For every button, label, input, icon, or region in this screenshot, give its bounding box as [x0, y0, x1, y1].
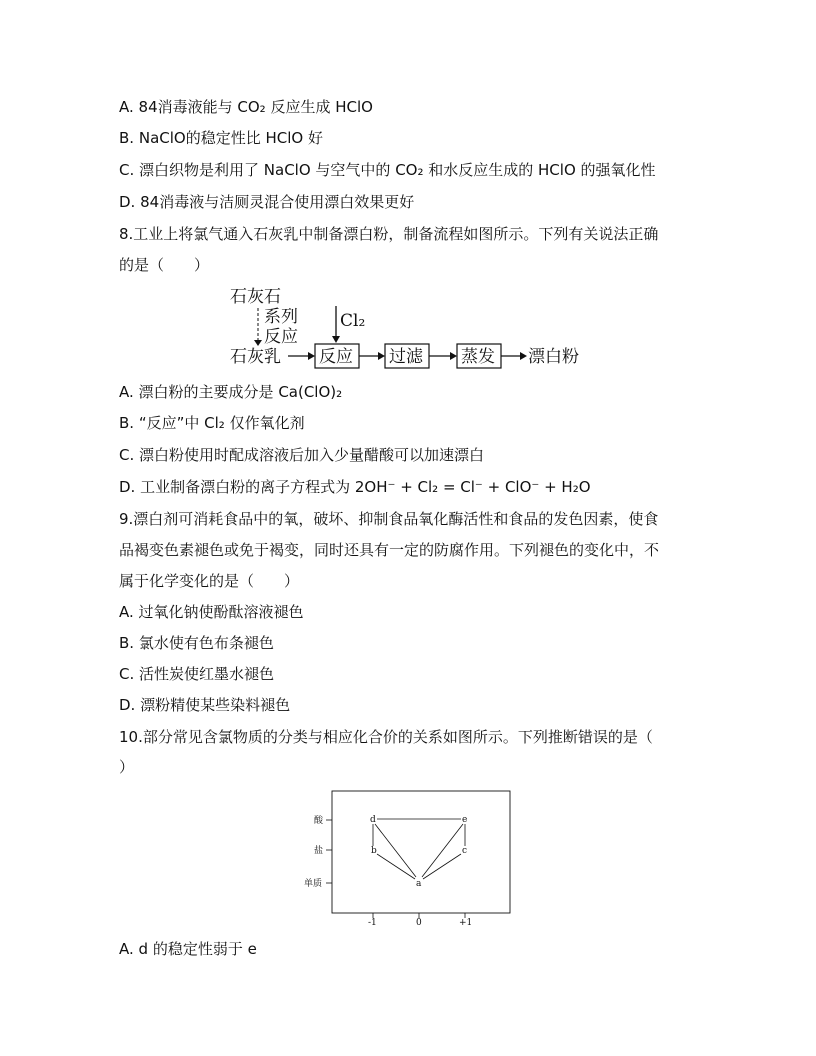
- q8-stem-line2: 的是（ ）: [119, 256, 210, 274]
- point-d: d: [370, 815, 376, 825]
- option-label: A.: [119, 383, 134, 401]
- option-text: 84消毒液能与 CO₂ 反应生成 HClO: [138, 98, 373, 116]
- option-label: C.: [119, 161, 135, 179]
- x-label-pos1: +1: [459, 918, 473, 926]
- point-c: c: [462, 846, 468, 856]
- point-a: a: [416, 879, 422, 889]
- option-label: D.: [119, 478, 136, 496]
- q7-option-c: [119, 160, 656, 180]
- q8-flow-diagram: [226, 284, 596, 370]
- q7-option-d: [119, 192, 414, 212]
- q10-stem-line2: ）: [119, 758, 135, 776]
- y-label-acid: 酸: [314, 816, 324, 826]
- q9-option-d: [119, 695, 290, 715]
- flow-start: 石灰乳: [230, 347, 281, 367]
- q10-valence-diagram: [300, 786, 520, 926]
- flow-step-1: 反应: [319, 347, 353, 367]
- q8-option-d: [119, 477, 591, 497]
- option-text: 漂白织物是利用了 NaClO 与空气中的 CO₂ 和水反应生成的 HClO 的强氧化性: [139, 161, 656, 179]
- q8-option-a: [119, 382, 342, 402]
- q9-stem-line1: 9.漂白剂可消耗食品中的氧，破坏、抑制食品氧化酶活性和食品的发色因素，使食: [119, 510, 659, 528]
- q10-option-a: [119, 939, 257, 959]
- y-label-element: 单质: [304, 879, 323, 889]
- option-text: “反应”中 Cl₂ 仅作氧化剂: [138, 414, 305, 432]
- option-text: 活性炭使红墨水褪色: [139, 665, 275, 683]
- option-label: A.: [119, 940, 134, 958]
- option-label: C.: [119, 665, 135, 683]
- option-label: B.: [119, 129, 135, 147]
- q9-option-c: [119, 664, 274, 684]
- option-text: 漂白粉的主要成分是 Ca(ClO)₂: [138, 383, 343, 401]
- arrowhead: [254, 340, 262, 346]
- point-b: b: [371, 846, 377, 856]
- flow-side-label-1: 系列: [264, 307, 298, 327]
- option-text: d 的稳定性弱于 e: [138, 940, 257, 958]
- q7-option-a: [119, 97, 373, 117]
- option-label: B.: [119, 634, 135, 652]
- x-label-neg1: -1: [368, 918, 377, 926]
- q7-option-b: [119, 128, 323, 148]
- flow-step-3: 蒸发: [461, 347, 495, 367]
- q9-stem-line2: 品褐变色素褪色或免于褐变，同时还具有一定的防腐作用。下列褪色的变化中，不: [119, 541, 660, 559]
- x-label-0: 0: [416, 918, 422, 926]
- q8-option-c: [119, 445, 484, 465]
- flow-step-2: 过滤: [389, 347, 423, 367]
- arrowhead: [332, 336, 340, 343]
- option-label: B.: [119, 414, 135, 432]
- point-e: e: [462, 815, 468, 825]
- q10-stem-line1: 10.部分常见含氯物质的分类与相应化合价的关系如图所示。下列推断错误的是（: [119, 728, 653, 746]
- option-text: 漂白粉使用时配成溶液后加入少量醋酸可以加速漂白: [139, 446, 485, 464]
- option-label: A.: [119, 98, 134, 116]
- flow-top-material: 石灰石: [230, 287, 281, 307]
- flow-side-label-2: 反应: [264, 327, 298, 347]
- option-text: 84消毒液与洁厕灵混合使用漂白效果更好: [140, 193, 415, 211]
- option-label: D.: [119, 193, 136, 211]
- option-label: A.: [119, 603, 134, 621]
- option-label: C.: [119, 446, 135, 464]
- option-text: 氯水使有色布条褪色: [138, 634, 274, 652]
- q9-stem-line3: 属于化学变化的是（ ）: [119, 572, 300, 590]
- option-label: D.: [119, 696, 136, 714]
- q9-option-a: [119, 602, 304, 622]
- option-text: 漂粉精使某些染料褪色: [140, 696, 291, 714]
- q8-option-b: [119, 413, 305, 433]
- flow-product: 漂白粉: [528, 347, 579, 367]
- q8-stem-line1: 8.工业上将氯气通入石灰乳中制备漂白粉，制备流程如图所示。下列有关说法正确: [119, 225, 659, 243]
- q9-option-b: [119, 633, 274, 653]
- option-text: 工业制备漂白粉的离子方程式为 2OH⁻ + Cl₂ = Cl⁻ + ClO⁻ + H₂O: [140, 478, 591, 496]
- y-label-salt: 盐: [314, 846, 324, 856]
- flow-reagent: Cl₂: [340, 311, 366, 331]
- option-text: 过氧化钠使酚酞溶液褪色: [138, 603, 304, 621]
- diagram-frame: [332, 791, 510, 913]
- option-text: NaClO的稳定性比 HClO 好: [138, 129, 323, 147]
